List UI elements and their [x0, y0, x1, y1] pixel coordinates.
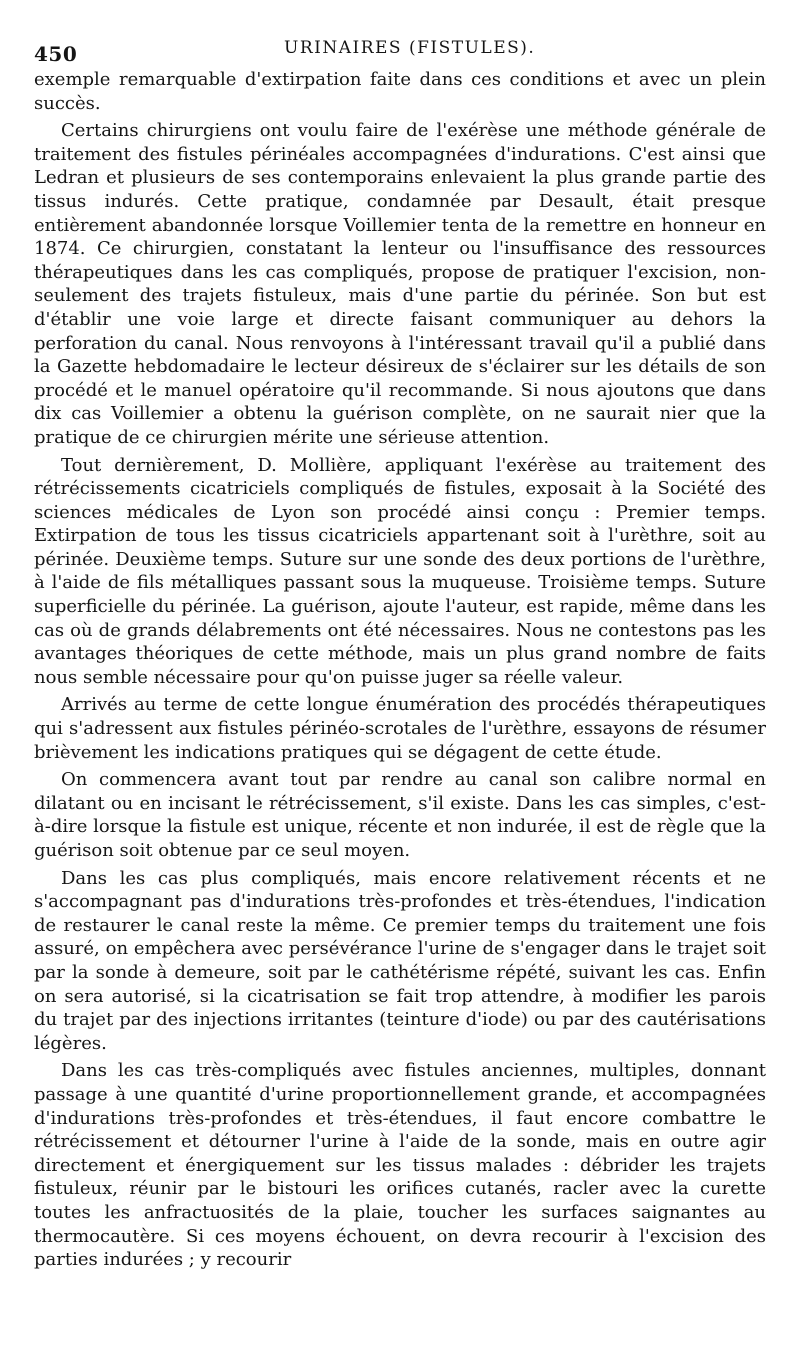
paragraph-very-complicated-cases: Dans les cas très-compliqués avec fistules anciennes, multiples, donnant passage à une quantité d'urine proportionnellement grande, et accompagnées d'indurations très-profondes et très-étendues, il faut encore combattre le rétrécissement et détourner l'urine à l'aide de la sonde, mais en outre agir directement et énergiquement sur les tissus malades : débrider les trajets fistuleux, réunir par le bistouri les orifices cutanés, racler avec la curette toutes les anfractuosités de la plaie, toucher les surfaces saignantes au thermocautère. Si ces moyens échouent, on devra recourir à l'excision des parties indurées ; y recourir — [34, 1060, 766, 1271]
paragraph-molliere: Tout dernièrement, D. Mollière, appliquant l'exérèse au traitement des rétrécissements cicatriciels compliqués de fistules, exposait à la Société des sciences médicales de Lyon son procédé ainsi conçu : Premier temps. Extirpation de tous les tissus cicatriciels appartenant soit à l'urèthre, soit au périnée. Deuxième temps. Suture sur une sonde des deux portions de l'urèthre, à l'aide de fils métalliques passant sous la muqueuse. Troisième temps. Suture superficielle du périnée. La guérison, ajoute l'auteur, est rapide, même dans les cas où de grands délabrements ont été nécessaires. Nous ne contestons pas les avantages théoriques de cette méthode, mais un plus grand nombre de faits nous semble nécessaire pour qu'on puisse juger sa réelle valeur. — [34, 454, 766, 688]
paragraph-continuation: exemple remarquable d'extirpation faite dans ces conditions et avec un plein succès. — [34, 69, 766, 114]
page-body — [34, 68, 766, 1272]
paragraph-simple-cases: On commencera avant tout par rendre au canal son calibre normal en dilatant ou en incisant le rétrécissement, s'il existe. Dans les cas simples, c'est-à-dire lorsque la fistule est unique, récente et non indurée, il est de règle que la guérison soit obtenue par ce seul moyen. — [34, 769, 766, 861]
paragraph-complicated-cases: Dans les cas plus compliqués, mais encore relativement récents et ne s'accompagnant pas d'indurations très-profondes et très-étendues, l'indication de restaurer le canal reste la même. Ce premier temps du traitement une fois assuré, on empêchera avec persévérance l'urine de s'engager dans le trajet soit par la sonde à demeure, soit par le cathétérisme répété, suivant les cas. Enfin on sera autorisé, si la cicatrisation se fait trop attendre, à modifier les parois du trajet par des injections irritantes (teinture d'iode) ou par des cautérisations légères. — [34, 867, 766, 1054]
page-header — [34, 28, 766, 68]
running-title: URINAIRES (FISTULES). — [284, 38, 536, 58]
page-number: 450 — [34, 42, 78, 66]
paragraph-voillemier: Certains chirurgiens ont voulu faire de l'exérèse une méthode générale de traitement des fistules périnéales accompagnées d'indurations. C'est ainsi que Ledran et plusieurs de ses contemporains enlevaient la plus grande partie des tissus indurés. Cette pratique, condamnée par Desault, était presque entièrement abandonnée lorsque Voillemier tenta de la remettre en honneur en 1874. Ce chirurgien, constatant la lenteur ou l'insuffisance des ressources thérapeutiques dans les cas compliqués, propose de pratiquer l'excision, non-seulement des trajets fistuleux, mais d'une partie du périnée. Son but est d'établir une voie large et directe faisant communiquer au dehors la perforation du canal. Nous renvoyons à l'intéressant travail qu'il a publié dans la Gazette hebdomadaire le lecteur désireux de s'éclairer sur les détails de son procédé et le manuel opératoire qu'il recommande. Si nous ajoutons que dans dix cas Voillemier a obtenu la guérison complète, on ne saurait nier que la pratique de ce chirurgien mérite une sérieuse attention. — [34, 120, 766, 448]
paragraph-summary: Arrivés au terme de cette longue énumération des procédés thérapeutiques qui s'adressent aux fistules périnéo-scrotales de l'urèthre, essayons de résumer brièvement les indications pratiques qui se dégagent de cette étude. — [34, 694, 766, 763]
